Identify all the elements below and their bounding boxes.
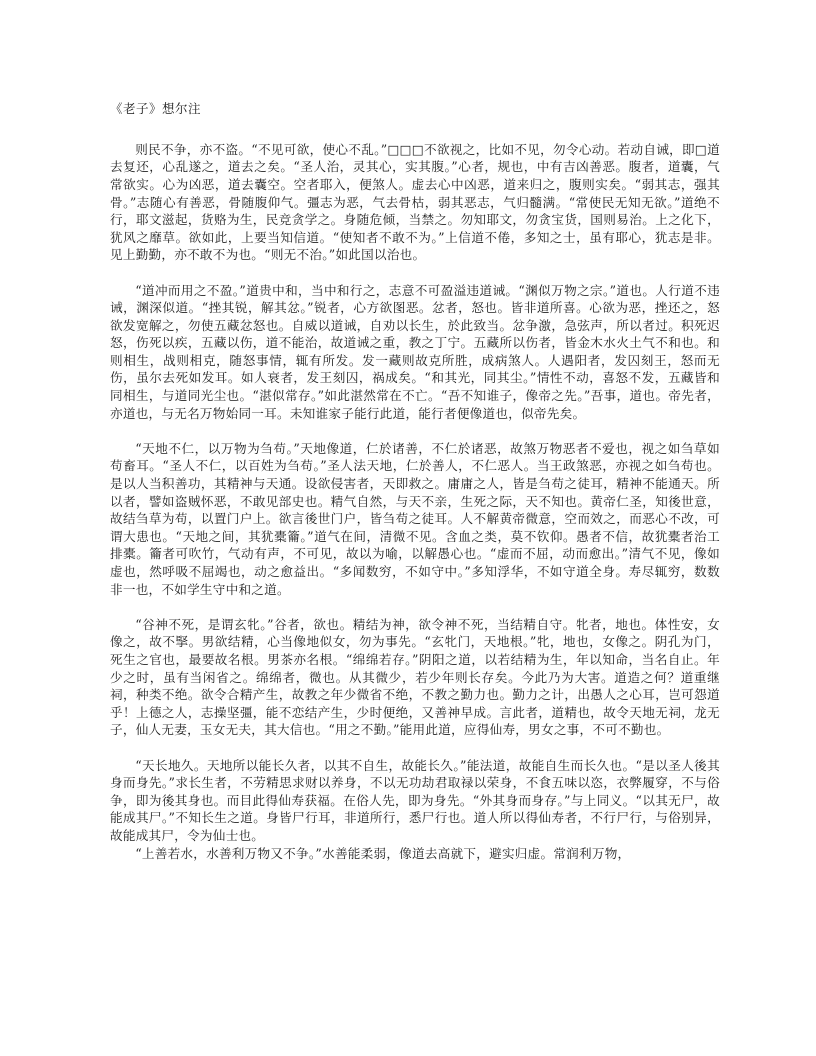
body-paragraph: “天地不仁，以万物为刍苟。”天地像道，仁於诸善，不仁於诸恶，故煞万物恶者不爱也，视之如刍草如苟畜耳。“圣人不仁，以百姓为刍苟。”圣人法天地，仁於善人，不仁恶人。当王政煞恶，亦视之如刍苟也。是以人当积善功，其精神与天通。设欲侵害者，天即救之。庸庸之人，皆是刍苟之徒耳，精神不能通天。所以者，譬如盗贼怀恶，不敢见部史也。精气自然，与天不亲，生死之际，天不知也。黄帝仁圣，知後世意，故结刍草为苟，以置门户上。欲言後世门户，皆刍苟之徒耳。人不解黄帝微意，空而效之，而恶心不改，可谓大患也。“天地之间，其犹橐籥。”道气在间，清微不见。含血之类，莫不钦仰。愚者不信，故犹橐者治工排橐。籥者可吹竹，气动有声，不可见，故以为喻，以解愚心也。“虚而不屈，动而愈出。”清气不见，像如虚也，然呼吸不屈竭也，动之愈益出。“多闻数穷，不如守中。”多知浮华，不如守道全身。寿尽辄穷，数数非一也，不如学生守中和之道。 bbox=[110, 440, 720, 597]
body-paragraph: 则民不争，亦不盗。“不见可欲，使心不乱。”□□□不欲视之，比如不见，勿令心动。若动自诫，即□道去复还，心乱遂之，道去之矣。“圣人治，灵其心，实其腹。”心者，规也，中有吉凶善恶。腹者，道囊，气常欲实。心为凶恶，道去囊空。空者耶入，便煞人。虚去心中凶恶，道来归之，腹则实矣。“弱其志，强其骨。”志随心有善恶，骨随腹仰气。彊志为恶，气去骨枯，弱其恶志，气归髓满。“常使民无知无欲。”道绝不行，耶文滋起，货赂为生，民竞贪学之。身随危倾，当禁之。勿知耶文，勿贪宝货，国则易治。上之化下，犹风之靡草。欲如此，上要当知信道。“使知者不敢不为。”上信道不倦，多知之士，虽有耶心，犹志是非。见上勤勤，亦不敢不为也。“则无不治。”如此国以治也。 bbox=[110, 141, 720, 263]
page-title: 《老子》想尔注 bbox=[110, 101, 202, 116]
body-paragraph: “上善若水，水善利万物又不争。”水善能柔弱，像道去高就下，避实归虚。常润利万物， bbox=[135, 845, 631, 861]
body-paragraph: “谷神不死，是谓玄牝。”谷者，欲也。精结为神，欲令神不死，当结精自守。牝者，地也。体性安，女像之，故不掔。男欲结精，心当像地似女，勿为事先。“玄牝门，天地根。”牝，地也，女像之。阴孔为门，死生之官也，最要故名根。男茶亦名根。“绵绵若存。”阴阳之道，以若结精为生，年以知命，当名自止。年少之时，虽有当闲省之。绵绵者，微也。从其微少，若少年则长存矣。今此乃为大害。道造之何？道重继祠，种类不绝。欲令合精产生，故教之年少微省不绝，不教之勤力也。勤力之计，出愚人之心耳，岂可怨道乎！上德之人，志操坚彊，能不恋结产生，少时便绝，又善神早成。言此者，道精也，故令天地无祠，龙无子，仙人无妻，玉女无夫，其大信也。“用之不勤。”能用此道，应得仙寿，男女之事，不可不勤也。 bbox=[110, 616, 720, 738]
body-paragraph: “天长地久。天地所以能长久者，以其不自生，故能长久。”能法道，故能自生而长久也。“是以圣人後其身而身先。”求长生者，不劳精思求财以养身，不以无功劫君取禄以荣身，不食五味以恣，衣弊履穿，不与俗争，即为後其身也。而目此得仙寿获福。在俗人先，即为身先。“外其身而身存。”与上同义。“以其无尸，故能成其尸。”不知长生之道。身皆尸行耳，非道所行，悉尸行也。道人所以得仙寿者，不行尸行，与俗别异，故能成其尸，令为仙士也。 bbox=[110, 757, 720, 843]
body-paragraph: “道冲而用之不盈。”道贵中和，当中和行之，志意不可盈溢违道诫。“渊似万物之宗。”道也。人行道不违诫，渊深似道。“挫其锐，解其忿。”锐者，心方欲图恶。忿者，怒也。皆非道所喜。心欲为恶，挫还之，怒欲发宽解之，勿使五藏忿怒也。自威以道诫，自劝以长生，於此致当。忿争激，急弦声，所以者过。积死迟怒，伤死以疾，五藏以伤，道不能治，故道诫之重，教之丁宁。五藏所以伤者，皆金木水火土气不和也。和则相生，战则相克，随怒事情，辄有所发。发一藏则故克所胜，成病煞人。人遇阳者，发囚刻王，怒而无伤，虽尔去死如发耳。如人衰者，发王刻囚，祸成矣。“和其光，同其尘。”情性不动，喜怒不发，五藏皆和同相生，与道同光尘也。“湛似常存。”如此湛然常在不亡。“吾不知谁子，像帝之先。”吾事，道也。帝先者，亦道也，与无名万物始同一耳。未知谁家子能行此道，能行者便像道也，似帝先矣。 bbox=[110, 282, 720, 421]
